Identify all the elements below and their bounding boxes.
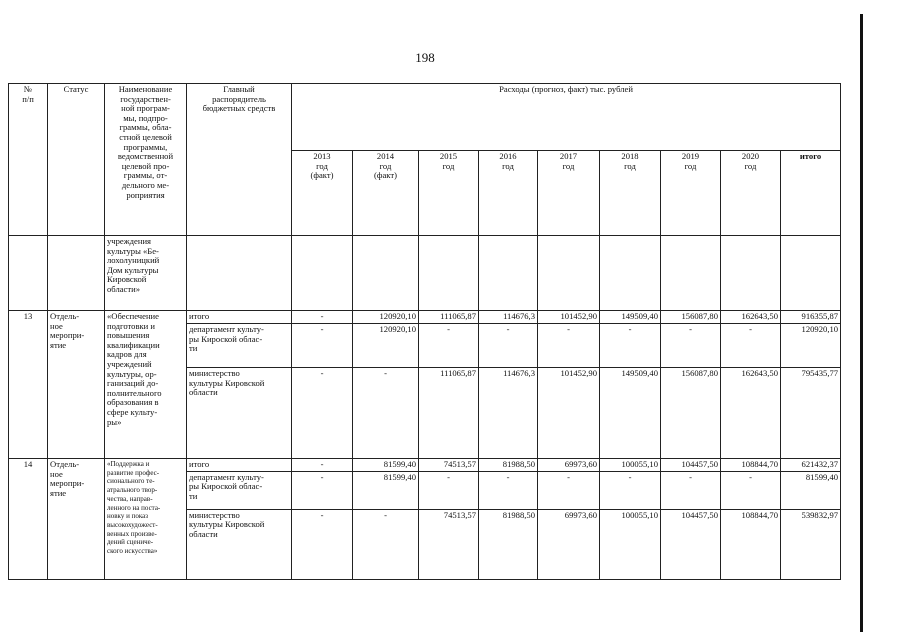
empty-cell: [187, 236, 292, 311]
empty-cell: [781, 236, 841, 311]
value-cell: 120920,10: [353, 324, 419, 368]
value-cell: -: [721, 471, 781, 509]
header-manager: Главный распорядитель бюджетных средств: [187, 84, 292, 236]
value-cell: 156087,80: [661, 311, 721, 324]
budget-table: [8, 83, 841, 580]
value-cell: 81599,40: [353, 471, 419, 509]
value-cell: 120920,10: [353, 311, 419, 324]
page-edge-rule: [860, 14, 863, 632]
value-cell: -: [538, 324, 600, 368]
value-cell: 120920,10: [781, 324, 841, 368]
value-cell: 539832,97: [781, 509, 841, 579]
value-cell: 74513,57: [419, 509, 479, 579]
row-manager: итого: [187, 459, 292, 472]
page-number: 198: [415, 50, 435, 65]
value-cell: -: [600, 471, 661, 509]
value-cell: 81988,50: [479, 509, 538, 579]
empty-cell: [353, 236, 419, 311]
empty-cell: [419, 236, 479, 311]
row-manager: департамент культу- ры Кироской облас- ти: [187, 324, 292, 368]
value-cell: -: [353, 509, 419, 579]
row-name: «Обеспечение подготовки и повышения квалификации кадров для учреждений культуры, ор- ганизаций до- полнительного образования в сфере культу- ры»: [105, 311, 187, 459]
year-2020: 2020 год: [721, 151, 781, 236]
header-num: № п/п: [9, 84, 48, 236]
year-2018: 2018 год: [600, 151, 661, 236]
value-cell: 916355,87: [781, 311, 841, 324]
value-cell: 74513,57: [419, 459, 479, 472]
header-name: Наименование государствен- ной програм- мы, подпро- граммы, обла- стной целевой программы, ведомственной целевой про- граммы, от- дельного ме- роприятия: [105, 84, 187, 236]
year-2013: 2013 год (факт): [292, 151, 353, 236]
value-cell: 69973,60: [538, 459, 600, 472]
value-cell: 162643,50: [721, 311, 781, 324]
year-2015: 2015 год: [419, 151, 479, 236]
value-cell: 162643,50: [721, 368, 781, 459]
value-cell: -: [292, 324, 353, 368]
value-cell: 108844,70: [721, 459, 781, 472]
value-cell: -: [479, 324, 538, 368]
value-cell: 795435,77: [781, 368, 841, 459]
value-cell: 100055,10: [600, 459, 661, 472]
row-number: 13: [9, 311, 48, 459]
value-cell: 114676,3: [479, 368, 538, 459]
table-row: [9, 459, 841, 472]
value-cell: -: [353, 368, 419, 459]
empty-cell: [600, 236, 661, 311]
year-2014: 2014 год (факт): [353, 151, 419, 236]
value-cell: -: [661, 471, 721, 509]
empty-cell: [721, 236, 781, 311]
continuation-name: учреждения культуры «Бе- лохолуницкий Дом культуры Кировской области»: [105, 236, 187, 311]
row-name: «Поддержка и развитие профес- сионального те- атрального твор- чества, направ- ленного на поста- новку и показ высокохудожест- венных произве- дений сцениче- ского искусства»: [105, 459, 187, 580]
value-cell: -: [419, 324, 479, 368]
row-manager: департамент культу- ры Кироской облас- ти: [187, 471, 292, 509]
value-cell: 621432,37: [781, 459, 841, 472]
row-manager: итого: [187, 311, 292, 324]
row-number: 14: [9, 459, 48, 580]
table-row: [9, 311, 841, 324]
header-expenses: Расходы (прогноз, факт) тыс. рублей: [292, 84, 841, 151]
value-cell: -: [292, 471, 353, 509]
value-cell: 111065,87: [419, 311, 479, 324]
year-2017: 2017 год: [538, 151, 600, 236]
value-cell: 104457,50: [661, 459, 721, 472]
value-cell: 81599,40: [781, 471, 841, 509]
header-row: [9, 84, 841, 151]
row-status: Отдель- ное меропри- ятие: [48, 459, 105, 580]
value-cell: 114676,3: [479, 311, 538, 324]
value-cell: -: [419, 471, 479, 509]
year-2016: 2016 год: [479, 151, 538, 236]
value-cell: 108844,70: [721, 509, 781, 579]
empty-cell: [292, 236, 353, 311]
value-cell: -: [292, 459, 353, 472]
value-cell: 149509,40: [600, 311, 661, 324]
value-cell: 104457,50: [661, 509, 721, 579]
row-manager: министерство культуры Кировской области: [187, 509, 292, 579]
value-cell: 101452,90: [538, 311, 600, 324]
value-cell: 101452,90: [538, 368, 600, 459]
value-cell: -: [600, 324, 661, 368]
empty-cell: [538, 236, 600, 311]
empty-cell: [479, 236, 538, 311]
value-cell: -: [721, 324, 781, 368]
value-cell: -: [292, 368, 353, 459]
value-cell: 111065,87: [419, 368, 479, 459]
year-2019: 2019 год: [661, 151, 721, 236]
row-status: Отдель- ное меропри- ятие: [48, 311, 105, 459]
value-cell: -: [479, 471, 538, 509]
empty-cell: [9, 236, 48, 311]
value-cell: -: [538, 471, 600, 509]
value-cell: -: [292, 509, 353, 579]
value-cell: 81988,50: [479, 459, 538, 472]
empty-cell: [661, 236, 721, 311]
value-cell: 81599,40: [353, 459, 419, 472]
row-manager: министерство культуры Кировской области: [187, 368, 292, 459]
value-cell: 100055,10: [600, 509, 661, 579]
value-cell: -: [661, 324, 721, 368]
header-status: Статус: [48, 84, 105, 236]
value-cell: -: [292, 311, 353, 324]
continuation-row: [9, 236, 841, 311]
value-cell: 69973,60: [538, 509, 600, 579]
value-cell: 156087,80: [661, 368, 721, 459]
value-cell: 149509,40: [600, 368, 661, 459]
empty-cell: [48, 236, 105, 311]
year-total: итого: [781, 151, 841, 236]
